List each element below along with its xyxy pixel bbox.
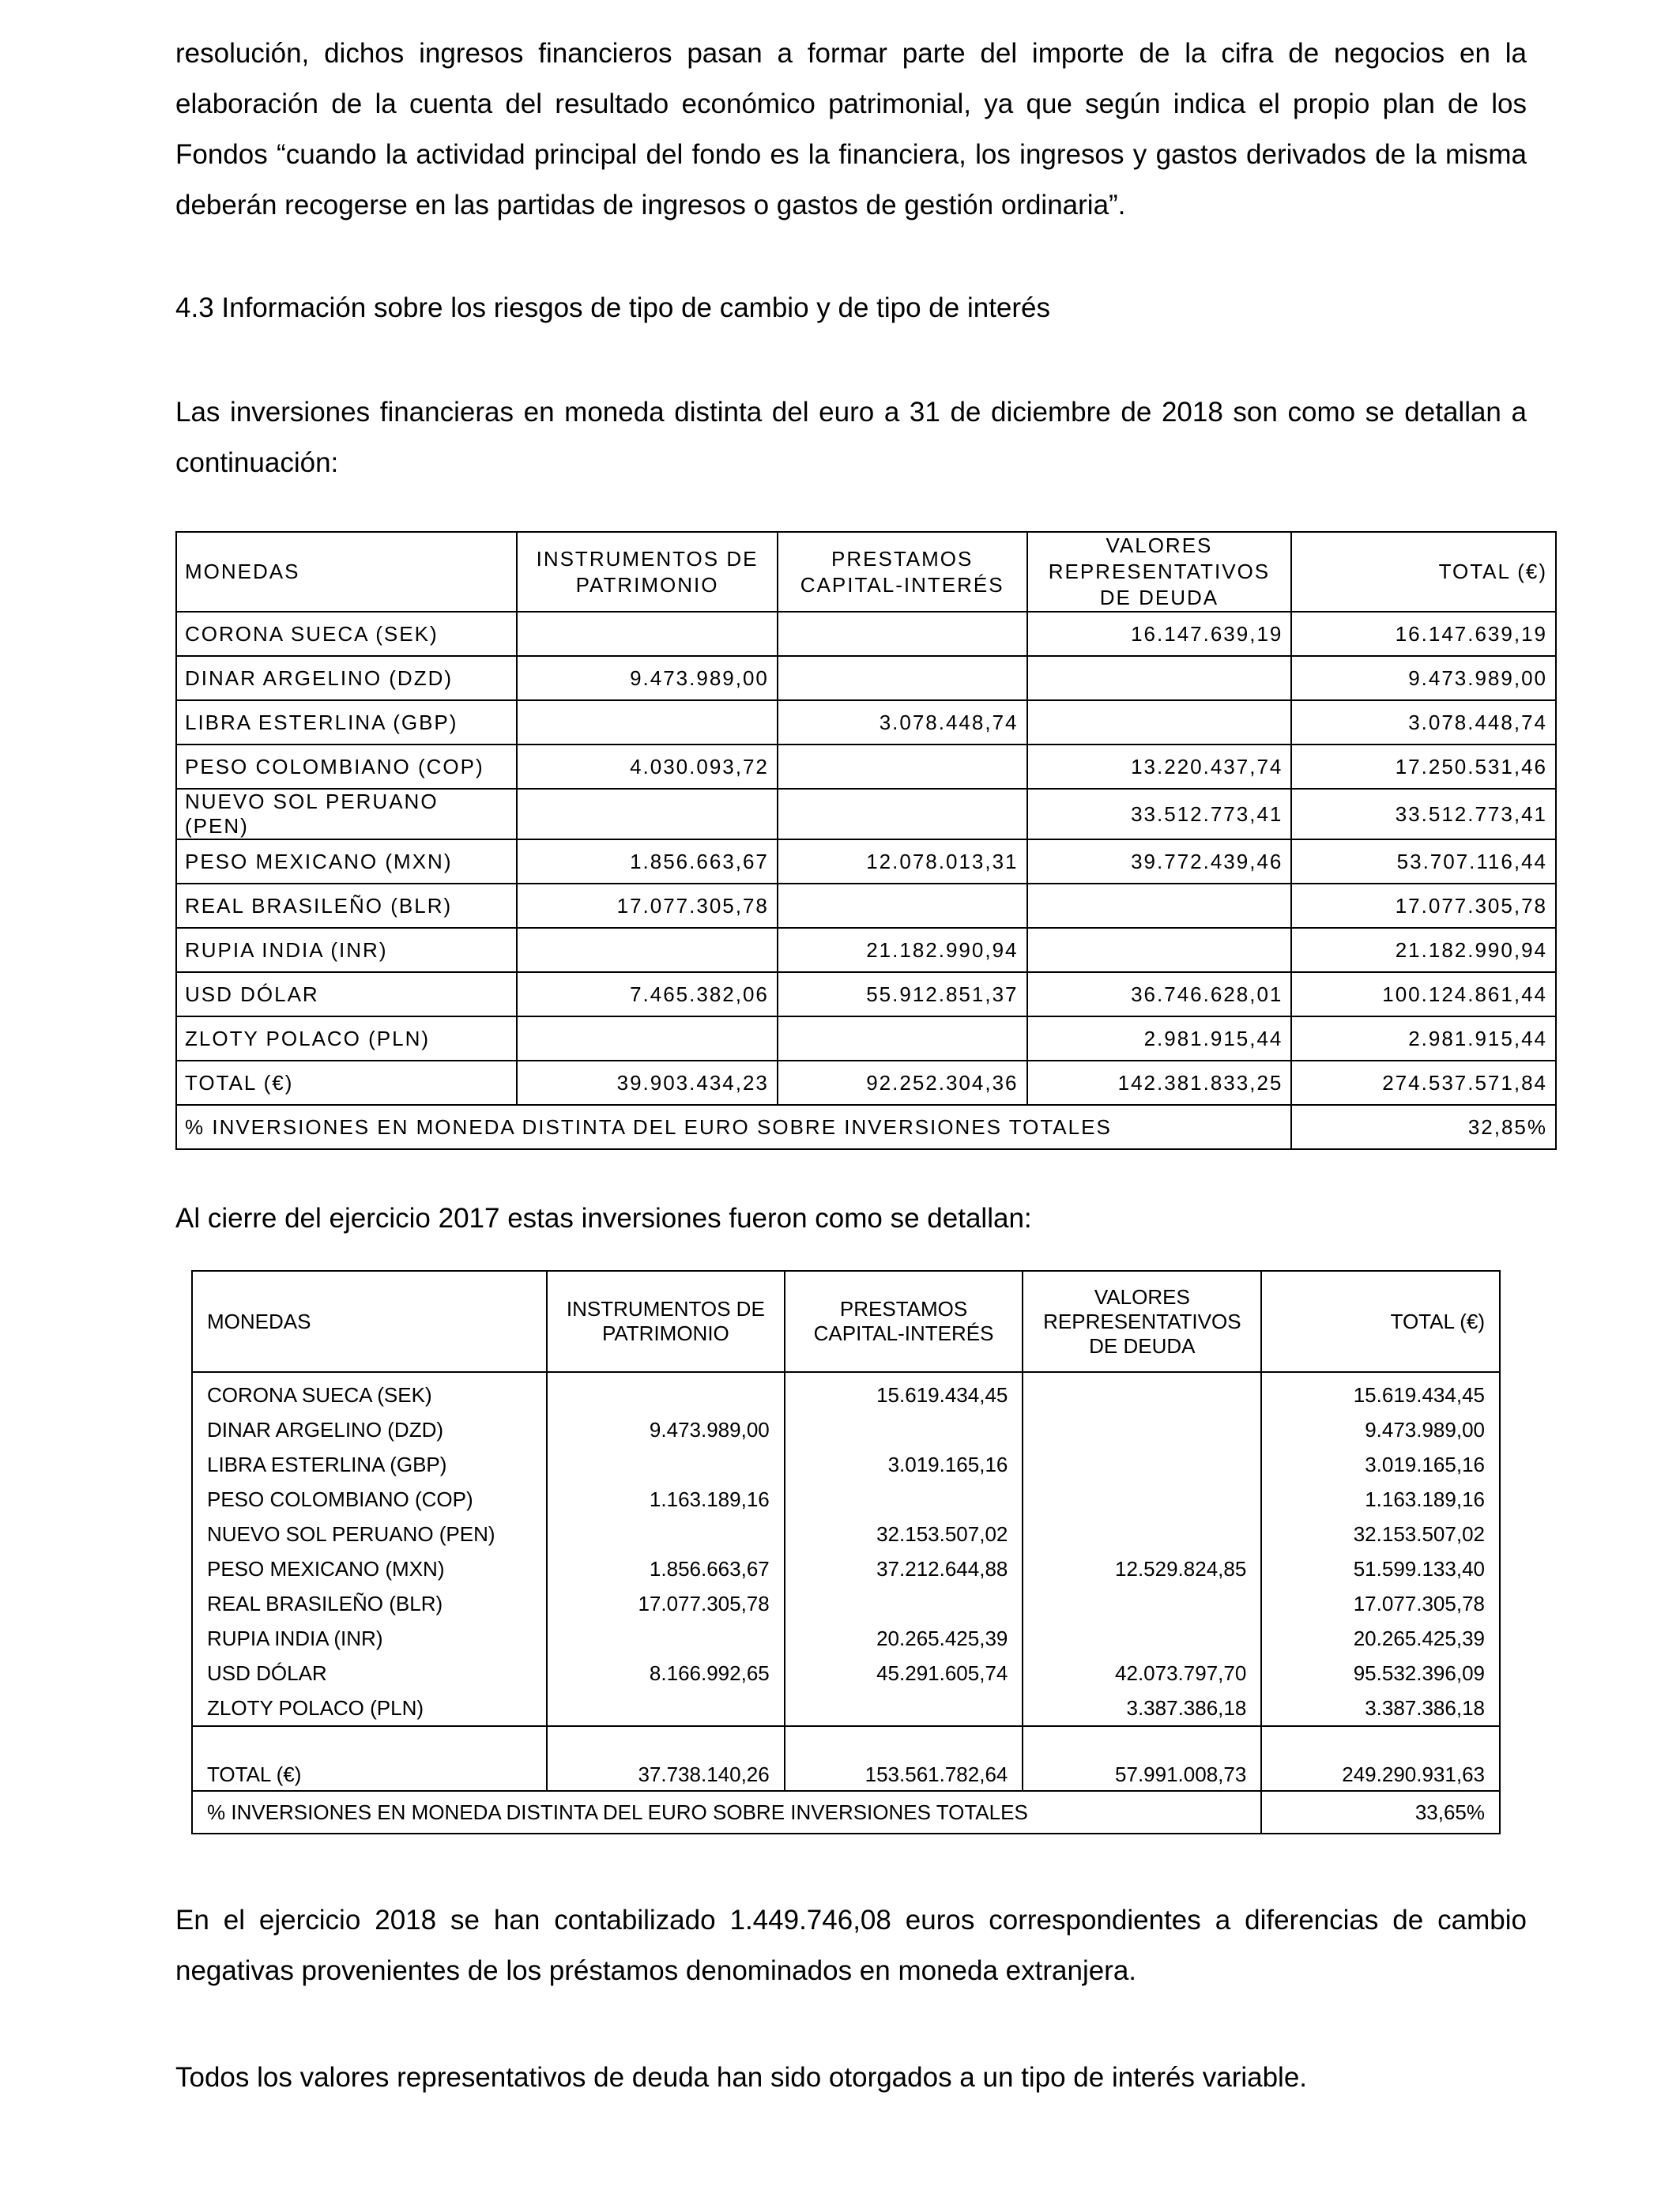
currency-cell: NUEVO SOL PERUANO (PEN)	[176, 789, 517, 839]
value-cell: 16.147.639,19	[1027, 612, 1292, 656]
currency-cell: CORONA SUECA (SEK)	[192, 1372, 547, 1412]
table-row	[192, 1517, 1500, 1551]
value-cell: 37.212.644,88	[785, 1551, 1023, 1586]
currency-cell: RUPIA INDIA (INR)	[192, 1621, 547, 1656]
value-cell: 32.153.507,02	[785, 1517, 1023, 1551]
value-cell: 15.619.434,45	[785, 1372, 1023, 1412]
table-row	[176, 972, 1556, 1016]
table-row	[192, 1621, 1500, 1656]
value-cell: 3.019.165,16	[1261, 1447, 1500, 1482]
table-row	[176, 612, 1556, 656]
total-cell: 37.738.140,26	[547, 1726, 785, 1791]
section-heading: 4.3 Información sobre los riesgos de tipo de cambio y de tipo de interés	[175, 292, 1051, 323]
table-row	[192, 1482, 1500, 1517]
total-cell: 142.381.833,25	[1027, 1061, 1292, 1105]
value-cell	[785, 1691, 1023, 1726]
value-cell: 3.078.448,74	[1291, 700, 1556, 745]
value-cell	[1023, 1482, 1261, 1517]
value-cell	[785, 1586, 1023, 1621]
value-cell: 16.147.639,19	[1291, 612, 1556, 656]
value-cell: 21.182.990,94	[778, 928, 1027, 972]
value-cell: 12.529.824,85	[1023, 1551, 1261, 1586]
percentage-value: 33,65%	[1261, 1791, 1500, 1834]
table-header-row	[192, 1271, 1500, 1372]
table-row	[176, 884, 1556, 928]
value-cell	[1027, 884, 1292, 928]
value-cell	[1027, 656, 1292, 700]
paragraph-2018: Las inversiones financieras en moneda distinta del euro a 31 de diciembre de 2018 son como se detallan a continuación:	[175, 397, 1527, 478]
value-cell	[1023, 1586, 1261, 1621]
value-cell: 20.265.425,39	[1261, 1621, 1500, 1656]
value-cell: 1.856.663,67	[517, 839, 778, 884]
currency-cell: DINAR ARGELINO (DZD)	[192, 1412, 547, 1447]
value-cell	[778, 612, 1027, 656]
currency-cell: REAL BRASILEÑO (BLR)	[176, 884, 517, 928]
table-row	[176, 789, 1556, 839]
value-cell: 39.772.439,46	[1027, 839, 1292, 884]
value-cell: 1.856.663,67	[547, 1551, 785, 1586]
currency-cell: PESO COLOMBIANO (COP)	[192, 1482, 547, 1517]
value-cell: 3.078.448,74	[778, 700, 1027, 745]
currency-cell: PESO MEXICANO (MXN)	[176, 839, 517, 884]
currency-cell: CORONA SUECA (SEK)	[176, 612, 517, 656]
total-cell: 39.903.434,23	[517, 1061, 778, 1105]
table-row	[176, 656, 1556, 700]
percentage-label: % INVERSIONES EN MONEDA DISTINTA DEL EURO SOBRE INVERSIONES TOTALES	[192, 1791, 1261, 1834]
paragraph-interest-rate: Todos los valores representativos de deuda han sido otorgados a un tipo de interés variable.	[175, 2062, 1308, 2093]
value-cell	[517, 700, 778, 745]
value-cell	[1027, 928, 1292, 972]
paragraph-exchange-difference: En el ejercicio 2018 se han contabilizado 1.449.746,08 euros correspondientes a diferencias de cambio negativas provenientes de los préstamos denominados en moneda extranjera.	[175, 1905, 1527, 1986]
header-cell: INSTRUMENTOS DE PATRIMONIO	[547, 1271, 785, 1372]
currency-cell: PESO COLOMBIANO (COP)	[176, 745, 517, 789]
investments-table-2018	[175, 531, 1557, 1150]
table-header-row	[176, 532, 1556, 612]
value-cell: 7.465.382,06	[517, 972, 778, 1016]
table-row	[192, 1586, 1500, 1621]
currency-cell: REAL BRASILEÑO (BLR)	[192, 1586, 547, 1621]
value-cell	[547, 1447, 785, 1482]
value-cell: 20.265.425,39	[785, 1621, 1023, 1656]
value-cell: 95.532.396,09	[1261, 1656, 1500, 1691]
value-cell	[778, 656, 1027, 700]
currency-cell: ZLOTY POLACO (PLN)	[192, 1691, 547, 1726]
value-cell	[547, 1691, 785, 1726]
header-cell: PRESTAMOS CAPITAL-INTERÉS	[785, 1271, 1023, 1372]
total-cell: 153.561.782,64	[785, 1726, 1023, 1791]
value-cell: 100.124.861,44	[1291, 972, 1556, 1016]
table-row	[192, 1691, 1500, 1726]
value-cell: 13.220.437,74	[1027, 745, 1292, 789]
table-row	[176, 745, 1556, 789]
value-cell	[517, 612, 778, 656]
percentage-value: 32,85%	[1291, 1105, 1556, 1149]
total-label: TOTAL (€)	[176, 1061, 517, 1105]
total-cell: 57.991.008,73	[1023, 1726, 1261, 1791]
value-cell: 1.163.189,16	[1261, 1482, 1500, 1517]
value-cell	[1023, 1412, 1261, 1447]
value-cell	[785, 1412, 1023, 1447]
total-cell: 92.252.304,36	[778, 1061, 1027, 1105]
table-row	[176, 928, 1556, 972]
currency-cell: USD DÓLAR	[192, 1656, 547, 1691]
value-cell: 21.182.990,94	[1291, 928, 1556, 972]
table-row	[192, 1447, 1500, 1482]
value-cell	[1023, 1621, 1261, 1656]
currency-cell: LIBRA ESTERLINA (GBP)	[176, 700, 517, 745]
value-cell: 4.030.093,72	[517, 745, 778, 789]
value-cell: 17.077.305,78	[517, 884, 778, 928]
total-cell: 249.290.931,63	[1261, 1726, 1500, 1791]
value-cell	[778, 789, 1027, 839]
currency-cell: USD DÓLAR	[176, 972, 517, 1016]
value-cell	[778, 745, 1027, 789]
currency-cell: ZLOTY POLACO (PLN)	[176, 1016, 517, 1061]
value-cell: 17.077.305,78	[547, 1586, 785, 1621]
value-cell: 2.981.915,44	[1027, 1016, 1292, 1061]
value-cell: 17.250.531,46	[1291, 745, 1556, 789]
table-row	[192, 1551, 1500, 1586]
currency-cell: LIBRA ESTERLINA (GBP)	[192, 1447, 547, 1482]
header-cell: PRESTAMOS CAPITAL-INTERÉS	[778, 532, 1027, 612]
value-cell: 32.153.507,02	[1261, 1517, 1500, 1551]
header-cell: MONEDAS	[192, 1271, 547, 1372]
table-row	[176, 839, 1556, 884]
value-cell: 17.077.305,78	[1261, 1586, 1500, 1621]
value-cell: 3.387.386,18	[1261, 1691, 1500, 1726]
currency-cell: PESO MEXICANO (MXN)	[192, 1551, 547, 1586]
value-cell: 1.163.189,16	[547, 1482, 785, 1517]
value-cell	[778, 884, 1027, 928]
currency-cell: DINAR ARGELINO (DZD)	[176, 656, 517, 700]
total-cell: 274.537.571,84	[1291, 1061, 1556, 1105]
value-cell: 8.166.992,65	[547, 1656, 785, 1691]
value-cell: 33.512.773,41	[1027, 789, 1292, 839]
percentage-row	[176, 1105, 1556, 1149]
intro-paragraph: resolución, dichos ingresos financieros pasan a formar parte del importe de la cifra de negocios en la elaboración de la cuenta del resultado económico patrimonial, ya que según indica el propio plan de los Fondos “cuando la actividad principal del fondo es la financiera, los ingresos y gastos derivados de la misma deberán recogerse en las partidas de ingresos o gastos de gestión ordinaria”.	[175, 38, 1527, 221]
value-cell: 51.599.133,40	[1261, 1551, 1500, 1586]
header-cell: INSTRUMENTOS DE PATRIMONIO	[517, 532, 778, 612]
value-cell: 55.912.851,37	[778, 972, 1027, 1016]
investments-table-2017	[191, 1270, 1501, 1834]
value-cell: 17.077.305,78	[1291, 884, 1556, 928]
value-cell: 42.073.797,70	[1023, 1656, 1261, 1691]
value-cell	[517, 928, 778, 972]
value-cell: 36.746.628,01	[1027, 972, 1292, 1016]
value-cell: 9.473.989,00	[547, 1412, 785, 1447]
percentage-row	[192, 1791, 1500, 1834]
header-cell: VALORES REPRESENTATIVOS DE DEUDA	[1023, 1271, 1261, 1372]
currency-cell: NUEVO SOL PERUANO (PEN)	[192, 1517, 547, 1551]
value-cell: 9.473.989,00	[517, 656, 778, 700]
value-cell	[517, 789, 778, 839]
value-cell	[517, 1016, 778, 1061]
value-cell: 3.019.165,16	[785, 1447, 1023, 1482]
value-cell: 45.291.605,74	[785, 1656, 1023, 1691]
value-cell	[547, 1621, 785, 1656]
value-cell: 9.473.989,00	[1291, 656, 1556, 700]
value-cell	[1023, 1372, 1261, 1412]
total-row	[192, 1726, 1500, 1791]
currency-cell: RUPIA INDIA (INR)	[176, 928, 517, 972]
percentage-label: % INVERSIONES EN MONEDA DISTINTA DEL EURO SOBRE INVERSIONES TOTALES	[176, 1105, 1291, 1149]
table-row	[176, 1016, 1556, 1061]
total-row	[176, 1061, 1556, 1105]
value-cell	[1023, 1447, 1261, 1482]
value-cell: 2.981.915,44	[1291, 1016, 1556, 1061]
header-cell: TOTAL (€)	[1261, 1271, 1500, 1372]
value-cell	[778, 1016, 1027, 1061]
value-cell: 12.078.013,31	[778, 839, 1027, 884]
value-cell: 3.387.386,18	[1023, 1691, 1261, 1726]
value-cell: 53.707.116,44	[1291, 839, 1556, 884]
total-label: TOTAL (€)	[192, 1726, 547, 1791]
header-cell: TOTAL (€)	[1291, 532, 1556, 612]
paragraph-2017: Al cierre del ejercicio 2017 estas inversiones fueron como se detallan:	[175, 1203, 1032, 1234]
value-cell	[547, 1372, 785, 1412]
table-row	[192, 1412, 1500, 1447]
value-cell	[1023, 1517, 1261, 1551]
value-cell: 33.512.773,41	[1291, 789, 1556, 839]
value-cell: 15.619.434,45	[1261, 1372, 1500, 1412]
header-cell: MONEDAS	[176, 532, 517, 612]
header-cell: VALORES REPRESENTATIVOS DE DEUDA	[1027, 532, 1292, 612]
value-cell	[1027, 700, 1292, 745]
table-row	[192, 1372, 1500, 1412]
value-cell	[547, 1517, 785, 1551]
table-row	[176, 700, 1556, 745]
value-cell	[785, 1482, 1023, 1517]
value-cell: 9.473.989,00	[1261, 1412, 1500, 1447]
table-row	[192, 1656, 1500, 1691]
